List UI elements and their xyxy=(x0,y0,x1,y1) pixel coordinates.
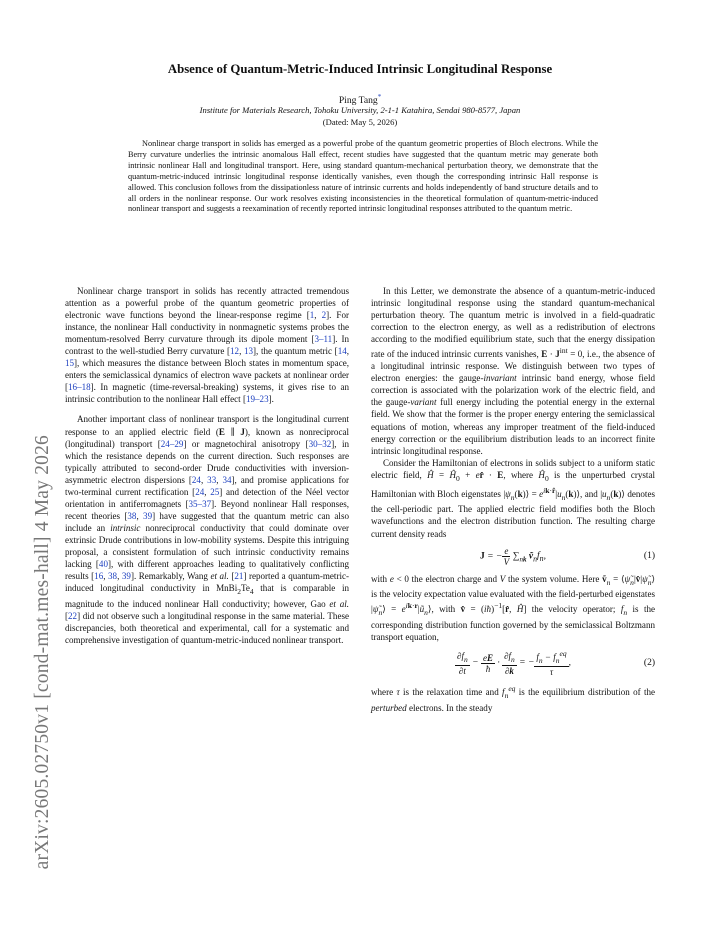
paragraph: In this Letter, we demonstrate the absence of a quantum-metric-induced intrinsic longitudinal response using the standard quantum-mechanical perturbation theory. The quantum metric is involved in a field-quadratic correction to the electron energy, as well as a redistribution of electrons according to the modified equilibrium state, such that the energy dissipation rate of the induced intrinsic currents vanishes, $E \cdot J^{int} = 0$, i.e., the absence of a longitudinal intrinsic response. We distinguish between two types of electron energies: the gauge-invariant intrinsic band energy, whose field correction is associated with the polarization work of the electric field, and the gauge-variant full energy including the potential energy in the external field. We show that the former is the proper energy entering the semiclassical equations of motion, whereas any improper treatment of the field-induced energy correction or the equilibrium distribution leads to an incorrect finite intrinsic longitudinal response. xyxy=(371,286,655,456)
right-column xyxy=(371,285,655,714)
author-name: Ping Tang xyxy=(338,95,378,107)
abstract: Nonlinear charge transport in solids has emerged as a powerful probe of the quantum geometric properties of Bloch electrons. While the Berry curvature underlies the intrinsic anomalous Hall effect, recent studies have suggested that the quantum metric may generate both intrinsic nonlinear Hall and longitudinal transport. Here, using standard quantum-mechanical perturbation theory, we demonstrate that the quantum-metric-induced intrinsic longitudinal response identically vanishes, even though the corresponding intrinsic Hall response is allowed. This conclusion follows from the dissipationless nature of intrinsic currents and holds independently of band structure details and to all orders in the nonlinear response. Our work resolves existing inconsistencies in the theoretical formulation of quantum-metric-induced nonlinear transport and suggests a reexamination of recently reported intrinsic longitudinal responses attributed to the quantum metric. xyxy=(128,139,598,214)
paragraph: with e < 0 the electron charge and V the system volume. Here ṽ$_n$ = $⟨\psĩ_n|v̂|\psĩ_n⟩$ is the velocity expectation value evaluated with the field-perturbed eigenstates $|\psĩ_n⟩$ = $e^{ik\cdot r}|ũ_n⟩$, with v̂ = (iħ)$^{-1}$[r̂, Ĥ] the velocity operator; $f_n$ is the corresponding distribution function governed by the semiclassical Boltzmann transport equation, xyxy=(371,573,656,643)
arxiv-sidebar xyxy=(10,200,54,870)
left-column xyxy=(65,285,349,646)
equation-number: (1) xyxy=(643,551,655,562)
affiliation: Institute for Materials Research, Tohoku University, 2-1-1 Katahira, Sendai 980-8577, Japan xyxy=(199,105,521,115)
paragraph: where τ is the relaxation time and $f_n^{eq}$ is the equilibrium distribution of the perturbed electrons. In the steady xyxy=(371,684,655,714)
author-footnote-mark[interactable]: * xyxy=(377,93,382,101)
equation-2: $\frac{\partial f_n}{\partial t}$ − $\frac{eE}{ħ}$ · $\frac{\partial f_n}{\partial k}$ = − $\frac{f_n - f_n^{eq}}{\tau}$ , (2) xyxy=(457,649,655,678)
arxiv-identifier: arXiv:2605.02750v1 [cond-mat.mes-hall] 4 May 2026 xyxy=(32,435,53,870)
date-line: (Dated: May 5, 2026) xyxy=(322,117,398,127)
paper-title: Absence of Quantum-Metric-Induced Intrinsic Longitudinal Response xyxy=(167,62,553,76)
paragraph: Another important class of nonlinear transport is the longitudinal current response to an applied electric field (E ∥ J), known as nonreciprocal (longitudinal) transport [24–29] or magnetochiral anisotropy [30–32], in which the resistance depends on the current direction. Such responses are typically attributed to second-order Drude conductivities with inversion-asymmetric electron dispersions [24, 33, 34], and promise applications for two-terminal current rectification [24, 25] and detection of the Néel vector orientation in antiferromagnets [35–37]. Beyond nonlinear Hall responses, recent theories [38, 39] have suggested that the quantum metric can also include an intrinsic nonreciprocal conductivity that could dominate over extrinsic Drude contributions in low-mobility systems. Despite this intriguing proposal, a consistent formulation of such intrinsic conductivity remains lacking [40], with different approaches leading to qualitatively conflicting results [16, 38, 39]. Remarkably, Wang et al. [21] reported a quantum-metric-induced longitudinal conductivity in $MnBi_2Te_4$ that is comparable in magnitude to the induced nonlinear Hall conductivity; however, Gao et al. [22] did not observe such a longitudinal response in the same material. These discrepancies, both theoretical and experimental, call for a systematic and comprehensive investigation of quantum-metric-induced nonlinear transport. xyxy=(65,414,350,646)
equation-1: J = − $\frac{e}{V}$ $\sum_{nk}$ $ṽ_nf_n$, (1) xyxy=(480,545,655,567)
equation-number: (2) xyxy=(643,658,655,669)
paragraph: Nonlinear charge transport in solids has recently attracted tremendous attention as a powerful probe of the quantum geometric properties of electronic wave functions beyond the linear-response regime [1, 2]. For instance, the nonlinear Hall conductivity in nonmagnetic systems probes the momentum-resolved Berry curvature through its dipole moment [3–11]. In contrast to the well-studied Berry curvature [12, 13], the quantum metric [14, 15], which measures the distance between Bloch states in momentum space, enters the semiclassical dynamics of electron wave packets at nonlinear order [16–18]. In magnetic (time-reversal-breaking) systems, it gives rise to an intrinsic contribution to the nonlinear Hall effect [19–23]. xyxy=(65,286,349,405)
paragraph: Consider the Hamiltonian of electrons in solids subject to a uniform static electric field, Ĥ = $Ĥ_0$ + er̂ · E, where $Ĥ_0$ is the unperturbed crystal Hamiltonian with Bloch eigenstates $|\psi_n(k)⟩$ = $e^{ik\cdot r̂}|u_n(k)⟩$, and $|u_n(k)⟩$ denotes the cell-periodic part. The applied electric field modifies both the Bloch wavefunctions and the electron distribution function. The resulting charge current density reads xyxy=(371,457,655,539)
